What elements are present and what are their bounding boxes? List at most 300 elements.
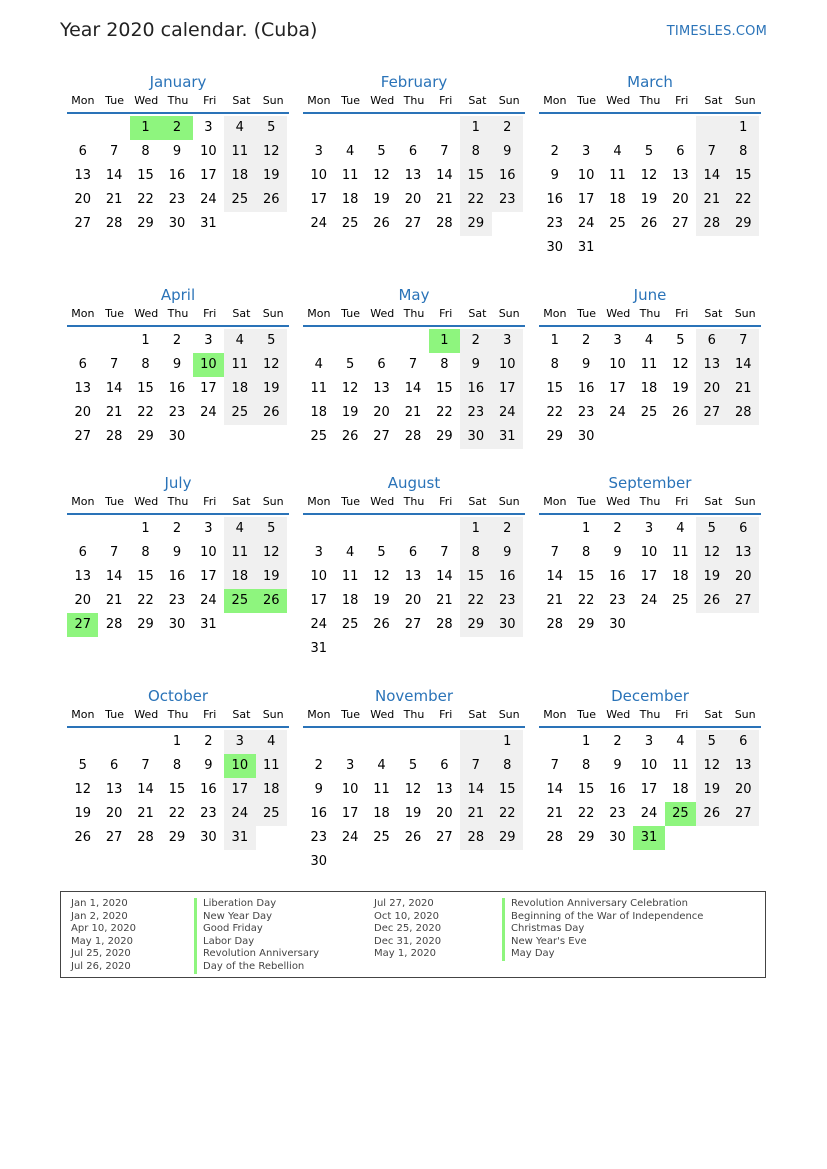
day-cell[interactable]: 11 <box>341 168 359 183</box>
day-cell[interactable]: 12 <box>696 754 727 778</box>
day-cell[interactable]: 10 <box>200 545 217 560</box>
day-cell[interactable]: 26 <box>256 401 287 425</box>
day-cell[interactable]: 5 <box>78 758 87 773</box>
day-cell[interactable]: 13 <box>728 754 759 778</box>
day-cell[interactable]: 30 <box>492 613 523 637</box>
day-cell[interactable]: 9 <box>172 144 182 159</box>
day-cell[interactable]: 29 <box>546 429 563 444</box>
day-cell[interactable]: 26 <box>373 617 390 632</box>
day-cell[interactable]: 5 <box>696 517 727 541</box>
day-cell[interactable]: 2 <box>581 333 591 348</box>
day-cell[interactable]: 4 <box>345 545 355 560</box>
day-cell[interactable]: 29 <box>137 216 154 231</box>
day-cell[interactable]: 14 <box>137 782 154 797</box>
day-cell[interactable]: 1 <box>550 333 559 348</box>
day-cell[interactable]: 9 <box>172 357 182 372</box>
day-cell[interactable]: 10 <box>577 168 595 183</box>
day-cell[interactable]: 20 <box>74 405 91 420</box>
day-cell[interactable]: 10 <box>310 168 327 183</box>
day-cell[interactable]: 23 <box>460 401 491 425</box>
day-cell[interactable]: 15 <box>577 569 595 584</box>
day-cell[interactable]: 10 <box>310 569 327 584</box>
day-cell[interactable]: 18 <box>672 782 689 797</box>
day-cell[interactable]: 19 <box>256 377 287 401</box>
day-cell[interactable]: 29 <box>577 830 595 845</box>
day-cell[interactable]: 3 <box>314 545 323 560</box>
holiday-day-cell[interactable]: 1 <box>429 329 460 353</box>
day-cell[interactable]: 17 <box>310 192 327 207</box>
day-cell[interactable]: 11 <box>224 140 255 164</box>
day-cell[interactable]: 17 <box>640 569 658 584</box>
day-cell[interactable]: 15 <box>546 381 563 396</box>
day-cell[interactable]: 16 <box>609 782 626 797</box>
day-cell[interactable]: 29 <box>137 429 154 444</box>
day-cell[interactable]: 18 <box>341 192 359 207</box>
day-cell[interactable]: 9 <box>460 353 491 377</box>
day-cell[interactable]: 28 <box>105 216 123 231</box>
day-cell[interactable]: 21 <box>546 593 563 608</box>
day-cell[interactable]: 31 <box>200 216 217 231</box>
day-cell[interactable]: 29 <box>492 826 523 850</box>
day-cell[interactable]: 5 <box>345 357 355 372</box>
day-cell[interactable]: 25 <box>310 429 327 444</box>
day-cell[interactable]: 18 <box>609 192 626 207</box>
day-cell[interactable]: 21 <box>546 806 563 821</box>
day-cell[interactable]: 11 <box>373 782 390 797</box>
day-cell[interactable]: 16 <box>168 168 186 183</box>
day-cell[interactable]: 2 <box>460 329 491 353</box>
day-cell[interactable]: 16 <box>310 806 327 821</box>
day-cell[interactable]: 23 <box>168 593 186 608</box>
holiday-day-cell[interactable]: 1 <box>130 116 161 140</box>
day-cell[interactable]: 26 <box>696 589 727 613</box>
day-cell[interactable]: 14 <box>105 381 123 396</box>
day-cell[interactable]: 13 <box>74 569 91 584</box>
day-cell[interactable]: 5 <box>256 116 287 140</box>
day-cell[interactable]: 10 <box>640 545 658 560</box>
day-cell[interactable]: 19 <box>640 192 658 207</box>
day-cell[interactable]: 9 <box>314 782 323 797</box>
day-cell[interactable]: 25 <box>341 216 359 231</box>
day-cell[interactable]: 21 <box>696 188 727 212</box>
day-cell[interactable]: 26 <box>640 216 658 231</box>
day-cell[interactable]: 28 <box>728 401 759 425</box>
day-cell[interactable]: 6 <box>408 144 418 159</box>
day-cell[interactable]: 19 <box>74 806 91 821</box>
day-cell[interactable]: 22 <box>137 405 154 420</box>
day-cell[interactable]: 19 <box>696 565 727 589</box>
day-cell[interactable]: 19 <box>341 405 359 420</box>
day-cell[interactable]: 19 <box>672 381 689 396</box>
day-cell[interactable]: 15 <box>436 381 453 396</box>
day-cell[interactable]: 14 <box>105 168 123 183</box>
day-cell[interactable]: 12 <box>373 569 390 584</box>
day-cell[interactable]: 15 <box>460 164 491 188</box>
day-cell[interactable]: 11 <box>256 754 287 778</box>
day-cell[interactable]: 19 <box>373 192 390 207</box>
day-cell[interactable]: 1 <box>460 116 491 140</box>
day-cell[interactable]: 12 <box>640 168 658 183</box>
day-cell[interactable]: 24 <box>310 617 327 632</box>
day-cell[interactable]: 7 <box>141 758 150 773</box>
day-cell[interactable]: 21 <box>137 806 154 821</box>
day-cell[interactable]: 30 <box>609 830 626 845</box>
day-cell[interactable]: 24 <box>577 216 595 231</box>
day-cell[interactable]: 29 <box>436 429 453 444</box>
day-cell[interactable]: 29 <box>460 212 491 236</box>
day-cell[interactable]: 16 <box>200 782 217 797</box>
day-cell[interactable]: 16 <box>546 192 563 207</box>
day-cell[interactable]: 4 <box>224 329 255 353</box>
day-cell[interactable]: 13 <box>672 168 689 183</box>
day-cell[interactable]: 22 <box>492 802 523 826</box>
day-cell[interactable]: 27 <box>373 429 390 444</box>
day-cell[interactable]: 6 <box>377 357 386 372</box>
day-cell[interactable]: 9 <box>492 541 523 565</box>
day-cell[interactable]: 11 <box>224 353 255 377</box>
day-cell[interactable]: 26 <box>74 830 91 845</box>
day-cell[interactable]: 8 <box>581 758 591 773</box>
day-cell[interactable]: 16 <box>609 569 626 584</box>
day-cell[interactable]: 9 <box>613 545 622 560</box>
day-cell[interactable]: 14 <box>696 164 727 188</box>
day-cell[interactable]: 25 <box>609 216 626 231</box>
day-cell[interactable]: 11 <box>341 569 359 584</box>
day-cell[interactable]: 7 <box>109 357 119 372</box>
day-cell[interactable]: 13 <box>404 569 422 584</box>
day-cell[interactable]: 20 <box>436 806 453 821</box>
day-cell[interactable]: 15 <box>137 381 154 396</box>
day-cell[interactable]: 7 <box>440 545 449 560</box>
day-cell[interactable]: 21 <box>728 377 759 401</box>
day-cell[interactable]: 7 <box>550 545 559 560</box>
day-cell[interactable]: 28 <box>546 617 563 632</box>
day-cell[interactable]: 8 <box>172 758 182 773</box>
day-cell[interactable]: 13 <box>74 168 91 183</box>
day-cell[interactable]: 22 <box>577 593 595 608</box>
day-cell[interactable]: 18 <box>256 778 287 802</box>
day-cell[interactable]: 25 <box>672 593 689 608</box>
day-cell[interactable]: 27 <box>696 401 727 425</box>
day-cell[interactable]: 18 <box>310 405 327 420</box>
day-cell[interactable]: 7 <box>408 357 418 372</box>
day-cell[interactable]: 30 <box>609 617 626 632</box>
day-cell[interactable]: 12 <box>256 140 287 164</box>
day-cell[interactable]: 25 <box>373 830 390 845</box>
day-cell[interactable]: 30 <box>168 216 186 231</box>
day-cell[interactable]: 15 <box>492 778 523 802</box>
day-cell[interactable]: 27 <box>404 216 422 231</box>
day-cell[interactable]: 6 <box>676 144 685 159</box>
day-cell[interactable]: 3 <box>314 144 323 159</box>
day-cell[interactable]: 30 <box>168 429 186 444</box>
day-cell[interactable]: 3 <box>204 333 213 348</box>
day-cell[interactable]: 24 <box>492 401 523 425</box>
day-cell[interactable]: 12 <box>256 541 287 565</box>
day-cell[interactable]: 18 <box>672 569 689 584</box>
day-cell[interactable]: 1 <box>172 734 182 749</box>
day-cell[interactable]: 19 <box>256 164 287 188</box>
day-cell[interactable]: 3 <box>224 730 255 754</box>
day-cell[interactable]: 2 <box>492 517 523 541</box>
day-cell[interactable]: 25 <box>640 405 658 420</box>
day-cell[interactable]: 3 <box>492 329 523 353</box>
day-cell[interactable]: 10 <box>200 144 217 159</box>
day-cell[interactable]: 2 <box>204 734 213 749</box>
day-cell[interactable]: 17 <box>609 381 626 396</box>
day-cell[interactable]: 5 <box>696 730 727 754</box>
day-cell[interactable]: 8 <box>492 754 523 778</box>
day-cell[interactable]: 24 <box>310 216 327 231</box>
day-cell[interactable]: 6 <box>440 758 449 773</box>
day-cell[interactable]: 30 <box>310 854 327 869</box>
day-cell[interactable]: 16 <box>492 164 523 188</box>
day-cell[interactable]: 16 <box>492 565 523 589</box>
day-cell[interactable]: 24 <box>200 405 217 420</box>
day-cell[interactable]: 18 <box>224 565 255 589</box>
day-cell[interactable]: 20 <box>696 377 727 401</box>
day-cell[interactable]: 25 <box>341 617 359 632</box>
day-cell[interactable]: 4 <box>377 758 386 773</box>
day-cell[interactable]: 2 <box>314 758 323 773</box>
day-cell[interactable]: 1 <box>492 730 523 754</box>
day-cell[interactable]: 11 <box>310 381 327 396</box>
day-cell[interactable]: 2 <box>172 521 182 536</box>
day-cell[interactable]: 24 <box>224 802 255 826</box>
day-cell[interactable]: 17 <box>341 806 359 821</box>
day-cell[interactable]: 28 <box>105 617 123 632</box>
day-cell[interactable]: 27 <box>404 617 422 632</box>
day-cell[interactable]: 26 <box>256 188 287 212</box>
day-cell[interactable]: 4 <box>256 730 287 754</box>
day-cell[interactable]: 6 <box>78 144 87 159</box>
day-cell[interactable]: 23 <box>492 589 523 613</box>
day-cell[interactable]: 29 <box>137 617 154 632</box>
day-cell[interactable]: 26 <box>672 405 689 420</box>
day-cell[interactable]: 11 <box>672 758 689 773</box>
holiday-day-cell[interactable]: 26 <box>256 589 287 613</box>
day-cell[interactable]: 26 <box>341 429 359 444</box>
day-cell[interactable]: 31 <box>492 425 523 449</box>
day-cell[interactable]: 24 <box>640 593 658 608</box>
day-cell[interactable]: 19 <box>404 806 422 821</box>
day-cell[interactable]: 25 <box>224 401 255 425</box>
day-cell[interactable]: 22 <box>460 188 491 212</box>
day-cell[interactable]: 9 <box>204 758 213 773</box>
day-cell[interactable]: 5 <box>377 545 386 560</box>
day-cell[interactable]: 14 <box>105 569 123 584</box>
day-cell[interactable]: 16 <box>460 377 491 401</box>
day-cell[interactable]: 14 <box>436 569 453 584</box>
day-cell[interactable]: 28 <box>105 429 123 444</box>
day-cell[interactable]: 1 <box>460 517 491 541</box>
day-cell[interactable]: 7 <box>696 140 727 164</box>
day-cell[interactable]: 23 <box>168 192 186 207</box>
day-cell[interactable]: 20 <box>74 192 91 207</box>
day-cell[interactable]: 21 <box>404 405 422 420</box>
day-cell[interactable]: 11 <box>672 545 689 560</box>
day-cell[interactable]: 14 <box>460 778 491 802</box>
day-cell[interactable]: 30 <box>460 425 491 449</box>
day-cell[interactable]: 4 <box>224 517 255 541</box>
day-cell[interactable]: 17 <box>577 192 595 207</box>
day-cell[interactable]: 21 <box>436 593 453 608</box>
day-cell[interactable]: 22 <box>546 405 563 420</box>
day-cell[interactable]: 3 <box>644 734 654 749</box>
day-cell[interactable]: 15 <box>577 782 595 797</box>
day-cell[interactable]: 23 <box>492 188 523 212</box>
day-cell[interactable]: 4 <box>345 144 355 159</box>
day-cell[interactable]: 2 <box>492 116 523 140</box>
day-cell[interactable]: 11 <box>224 541 255 565</box>
day-cell[interactable]: 11 <box>640 357 658 372</box>
brand-link[interactable]: TIMESLES.COM <box>666 24 767 39</box>
day-cell[interactable]: 12 <box>696 541 727 565</box>
holiday-day-cell[interactable]: 2 <box>161 116 192 140</box>
day-cell[interactable]: 6 <box>78 357 87 372</box>
day-cell[interactable]: 13 <box>373 381 390 396</box>
day-cell[interactable]: 19 <box>696 778 727 802</box>
day-cell[interactable]: 15 <box>168 782 186 797</box>
day-cell[interactable]: 16 <box>168 569 186 584</box>
day-cell[interactable]: 22 <box>137 192 154 207</box>
day-cell[interactable]: 13 <box>696 353 727 377</box>
day-cell[interactable]: 8 <box>141 357 150 372</box>
day-cell[interactable]: 8 <box>550 357 559 372</box>
day-cell[interactable]: 9 <box>492 140 523 164</box>
day-cell[interactable]: 30 <box>200 830 217 845</box>
day-cell[interactable]: 17 <box>200 569 217 584</box>
day-cell[interactable]: 5 <box>408 758 418 773</box>
day-cell[interactable]: 10 <box>492 353 523 377</box>
day-cell[interactable]: 22 <box>577 806 595 821</box>
day-cell[interactable]: 5 <box>377 144 386 159</box>
day-cell[interactable]: 17 <box>200 168 217 183</box>
day-cell[interactable]: 6 <box>696 329 727 353</box>
day-cell[interactable]: 13 <box>728 541 759 565</box>
day-cell[interactable]: 1 <box>581 734 591 749</box>
day-cell[interactable]: 21 <box>105 192 123 207</box>
day-cell[interactable]: 28 <box>696 212 727 236</box>
day-cell[interactable]: 28 <box>404 429 422 444</box>
day-cell[interactable]: 14 <box>404 381 422 396</box>
day-cell[interactable]: 13 <box>74 381 91 396</box>
day-cell[interactable]: 14 <box>728 353 759 377</box>
day-cell[interactable]: 15 <box>137 168 154 183</box>
day-cell[interactable]: 8 <box>460 541 491 565</box>
day-cell[interactable]: 30 <box>546 240 563 255</box>
day-cell[interactable]: 9 <box>581 357 591 372</box>
day-cell[interactable]: 9 <box>550 168 559 183</box>
day-cell[interactable]: 23 <box>310 830 327 845</box>
day-cell[interactable]: 18 <box>373 806 390 821</box>
holiday-day-cell[interactable]: 10 <box>193 353 224 377</box>
day-cell[interactable]: 11 <box>609 168 626 183</box>
day-cell[interactable]: 30 <box>577 429 595 444</box>
day-cell[interactable]: 14 <box>546 569 563 584</box>
day-cell[interactable]: 6 <box>728 517 759 541</box>
day-cell[interactable]: 2 <box>613 734 622 749</box>
day-cell[interactable]: 20 <box>373 405 390 420</box>
day-cell[interactable]: 27 <box>436 830 453 845</box>
day-cell[interactable]: 6 <box>728 730 759 754</box>
day-cell[interactable]: 4 <box>613 144 622 159</box>
day-cell[interactable]: 31 <box>200 617 217 632</box>
day-cell[interactable]: 1 <box>581 521 591 536</box>
day-cell[interactable]: 24 <box>341 830 359 845</box>
day-cell[interactable]: 25 <box>224 188 255 212</box>
day-cell[interactable]: 3 <box>204 521 213 536</box>
day-cell[interactable]: 29 <box>728 212 759 236</box>
day-cell[interactable]: 23 <box>609 806 626 821</box>
day-cell[interactable]: 25 <box>256 802 287 826</box>
day-cell[interactable]: 17 <box>492 377 523 401</box>
day-cell[interactable]: 13 <box>436 782 453 797</box>
day-cell[interactable]: 2 <box>613 521 622 536</box>
day-cell[interactable]: 31 <box>577 240 595 255</box>
day-cell[interactable]: 12 <box>404 782 422 797</box>
day-cell[interactable]: 18 <box>640 381 658 396</box>
day-cell[interactable]: 5 <box>644 144 654 159</box>
day-cell[interactable]: 20 <box>672 192 689 207</box>
day-cell[interactable]: 27 <box>74 429 91 444</box>
holiday-day-cell[interactable]: 25 <box>665 802 696 826</box>
day-cell[interactable]: 16 <box>577 381 595 396</box>
day-cell[interactable]: 27 <box>672 216 689 231</box>
day-cell[interactable]: 10 <box>640 758 658 773</box>
day-cell[interactable]: 14 <box>546 782 563 797</box>
day-cell[interactable]: 9 <box>172 545 182 560</box>
day-cell[interactable]: 17 <box>224 778 255 802</box>
day-cell[interactable]: 7 <box>440 144 449 159</box>
day-cell[interactable]: 3 <box>581 144 591 159</box>
day-cell[interactable]: 15 <box>460 565 491 589</box>
holiday-day-cell[interactable]: 31 <box>633 826 664 850</box>
day-cell[interactable]: 24 <box>200 192 217 207</box>
day-cell[interactable]: 4 <box>676 734 685 749</box>
day-cell[interactable]: 24 <box>640 806 658 821</box>
day-cell[interactable]: 17 <box>640 782 658 797</box>
day-cell[interactable]: 4 <box>224 116 255 140</box>
day-cell[interactable]: 6 <box>109 758 119 773</box>
day-cell[interactable]: 20 <box>74 593 91 608</box>
day-cell[interactable]: 28 <box>436 216 453 231</box>
day-cell[interactable]: 28 <box>137 830 154 845</box>
day-cell[interactable]: 26 <box>373 216 390 231</box>
day-cell[interactable]: 3 <box>613 333 622 348</box>
day-cell[interactable]: 17 <box>200 381 217 396</box>
day-cell[interactable]: 22 <box>168 806 186 821</box>
day-cell[interactable]: 8 <box>581 545 591 560</box>
day-cell[interactable]: 24 <box>609 405 626 420</box>
day-cell[interactable]: 17 <box>310 593 327 608</box>
day-cell[interactable]: 8 <box>460 140 491 164</box>
day-cell[interactable]: 3 <box>345 758 355 773</box>
day-cell[interactable]: 27 <box>74 216 91 231</box>
day-cell[interactable]: 27 <box>728 589 759 613</box>
day-cell[interactable]: 21 <box>105 593 123 608</box>
day-cell[interactable]: 12 <box>341 381 359 396</box>
day-cell[interactable]: 15 <box>728 164 759 188</box>
day-cell[interactable]: 5 <box>676 333 685 348</box>
holiday-day-cell[interactable]: 25 <box>224 589 255 613</box>
day-cell[interactable]: 12 <box>672 357 689 372</box>
day-cell[interactable]: 28 <box>436 617 453 632</box>
day-cell[interactable]: 22 <box>728 188 759 212</box>
day-cell[interactable]: 20 <box>728 565 759 589</box>
day-cell[interactable]: 22 <box>436 405 453 420</box>
day-cell[interactable]: 20 <box>404 192 422 207</box>
